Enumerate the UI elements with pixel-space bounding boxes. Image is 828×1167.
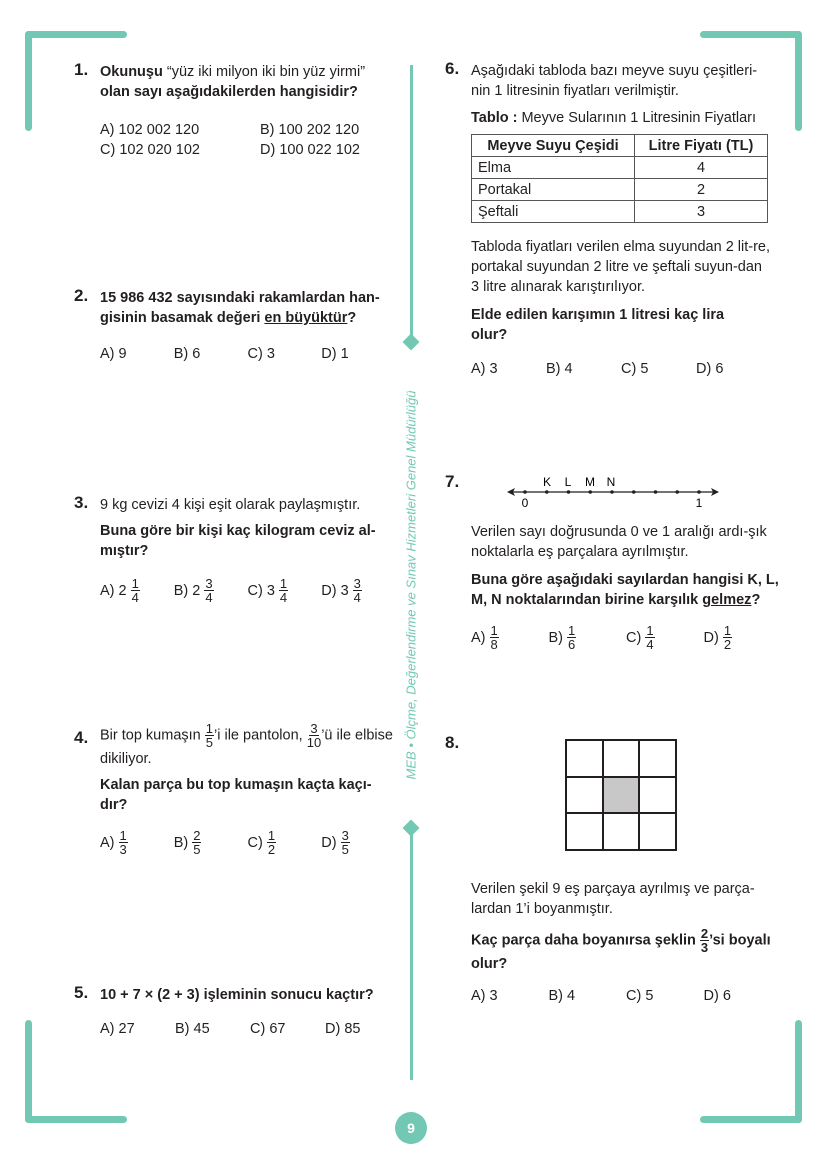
fraction <box>700 927 709 954</box>
number-line <box>505 474 735 514</box>
table-cell: Elma <box>472 157 635 179</box>
price-table <box>471 134 768 223</box>
denominator: 4 <box>646 637 654 652</box>
side-caption: MEB • Ölçme, Değerlendirme ve Sınav Hizmetleri Genel Müdürlüğü <box>403 390 419 780</box>
option[interactable] <box>626 624 704 651</box>
column-divider <box>410 65 413 340</box>
table-cell: 3 <box>635 201 768 223</box>
grid-cell <box>566 777 603 814</box>
option[interactable] <box>174 577 248 604</box>
question-number: 3. <box>74 493 89 512</box>
option[interactable] <box>100 577 174 604</box>
whole-part: 2 <box>192 582 201 599</box>
tick-dot <box>523 490 527 494</box>
option[interactable]: A) 3 <box>471 361 498 377</box>
question-8 <box>445 733 781 1004</box>
corner-bracket <box>700 1116 802 1123</box>
denominator: 4 <box>131 590 139 605</box>
question-prompt: Buna göre bir kişi kaç kilogram ceviz al-mıştır? <box>100 523 376 559</box>
table-cell: Portakal <box>472 179 635 201</box>
numerator: 1 <box>131 576 139 591</box>
denominator: 8 <box>490 637 498 652</box>
option[interactable] <box>321 577 395 604</box>
label-L: L <box>564 475 572 489</box>
option[interactable] <box>471 624 549 651</box>
grid-cell <box>639 740 676 777</box>
table-row <box>472 157 768 179</box>
fraction <box>341 829 350 856</box>
whole-part: 3 <box>340 582 349 599</box>
corner-bracket <box>795 31 802 131</box>
question-number: 8. <box>445 733 460 752</box>
denominator: 10 <box>306 735 322 750</box>
table-cell: Şeftali <box>472 201 635 223</box>
question-prompt: 10 + 7 × (2 + 3) işleminin sonucu kaçtır? <box>100 987 374 1003</box>
corner-bracket <box>700 31 802 38</box>
fraction <box>353 577 362 604</box>
label-zero: 0 <box>521 496 529 510</box>
option[interactable]: A) 27 <box>100 1021 135 1037</box>
question-text: Verilen sayı doğrusunda 0 ve 1 aralığı ardı-şık noktalarla eş parçalara ayrılmıştır. <box>471 524 767 560</box>
question-prompt: Kalan parça bu top kumaşın kaçta kaçı-dır? <box>100 777 372 813</box>
numerator: 2 <box>193 828 201 843</box>
question-number: 2. <box>74 286 89 305</box>
question-3 <box>74 493 395 605</box>
shaded-grid <box>565 739 677 851</box>
fraction <box>567 624 576 651</box>
table-row <box>472 201 768 223</box>
option[interactable]: C) 5 <box>621 361 649 377</box>
option-letter: D) <box>321 834 337 851</box>
question-number: 6. <box>445 59 460 78</box>
option[interactable] <box>549 624 627 651</box>
grid-cell <box>566 813 603 850</box>
question-prompt: Elde edilen karışımın 1 litresi kaç lira olur? <box>471 307 725 343</box>
option-letter: C) <box>626 629 642 646</box>
option[interactable] <box>248 577 322 604</box>
numerator: 1 <box>723 623 732 638</box>
option[interactable]: A) 9 <box>100 346 127 362</box>
denominator: 3 <box>700 940 709 955</box>
fraction <box>645 624 654 651</box>
option[interactable] <box>248 829 322 856</box>
numerator: 1 <box>646 623 654 638</box>
question-text: Tabloda fiyatları verilen elma suyundan 2 lit-re, portakal suyundan 2 litre ve şeftali suyun-dan 3 litre alınarak karıştırılıyor. <box>471 239 771 295</box>
question-5 <box>74 983 400 1037</box>
denominator: 5 <box>205 735 214 750</box>
option[interactable]: C) 67 <box>250 1021 286 1037</box>
numerator: 2 <box>700 926 709 941</box>
option[interactable]: B) 45 <box>175 1021 210 1037</box>
label-K: K <box>542 475 552 489</box>
option[interactable]: B) 4 <box>548 988 576 1004</box>
option-letter: D) <box>321 582 337 599</box>
fraction <box>131 577 140 604</box>
question-number: 4. <box>74 728 89 747</box>
corner-bracket <box>25 31 127 38</box>
fraction <box>204 577 213 604</box>
fraction <box>279 577 288 604</box>
fraction <box>490 624 499 651</box>
option-letter: A) <box>471 629 486 646</box>
question-text: Verilen şekil 9 eş parçaya ayrılmış ve parça-lardan 1’i boyanmıştır. <box>471 881 755 917</box>
question-number: 1. <box>74 60 89 79</box>
option[interactable]: D) 6 <box>696 361 724 377</box>
corner-bracket <box>25 1116 127 1123</box>
denominator: 3 <box>119 842 127 857</box>
option-letter: B) <box>548 629 563 646</box>
option[interactable]: D) 100 022 102 <box>260 142 360 158</box>
tick-dot <box>654 490 658 494</box>
numerator: 1 <box>205 721 214 736</box>
option-letter: C) <box>247 834 263 851</box>
numerator: 3 <box>205 576 213 591</box>
fraction <box>192 829 201 856</box>
question-text: Okunuşu <box>100 64 163 80</box>
question-text: 9 kg cevizi 4 kişi eşit olarak paylaşmıştır. <box>100 497 361 513</box>
tick-dot <box>610 490 614 494</box>
option-letter: D) <box>703 629 719 646</box>
option-letter: A) <box>100 582 115 599</box>
table-header: Litre Fiyatı (TL) <box>635 135 768 157</box>
grid-cell <box>639 777 676 814</box>
fraction <box>723 624 732 651</box>
question-text: Aşağıdaki tabloda bazı meyve suyu çeşitleri-nin 1 litresinin fiyatları verilmiştir. <box>471 63 758 99</box>
column-divider <box>410 830 413 1080</box>
table-caption-label: Tablo : <box>471 110 518 126</box>
denominator: 4 <box>279 590 288 605</box>
question-number: 5. <box>74 983 89 1002</box>
punct: ? <box>751 592 761 608</box>
question-prompt: olan sayı aşağıdakilerden hangisidir? <box>100 84 358 100</box>
corner-bracket <box>795 1020 802 1123</box>
option[interactable]: C) 5 <box>626 988 654 1004</box>
label-one: 1 <box>695 496 703 510</box>
tick-dot <box>632 490 636 494</box>
tick-dot <box>567 490 571 494</box>
question-text: Bir top kumaşın <box>100 727 201 744</box>
fraction <box>119 829 128 856</box>
question-prompt: Kaç parça daha boyanırsa şeklin <box>471 932 696 949</box>
fraction <box>307 722 321 749</box>
whole-part: 2 <box>118 582 127 599</box>
question-text: ’ü ile elbise dikiliyor. <box>100 727 393 767</box>
tick-dot <box>697 490 701 494</box>
grid-cell <box>603 777 640 814</box>
option[interactable] <box>704 624 782 651</box>
corner-bracket <box>25 31 32 131</box>
grid-cell <box>603 740 640 777</box>
denominator: 6 <box>568 637 576 652</box>
grid-cell <box>639 813 676 850</box>
diamond-icon <box>403 334 420 351</box>
emphasis: en büyüktür <box>264 310 348 326</box>
numerator: 1 <box>490 623 498 638</box>
grid-cell <box>603 813 640 850</box>
option[interactable]: C) 102 020 102 <box>100 142 200 158</box>
option[interactable]: A) 102 002 120 <box>100 122 200 138</box>
option[interactable]: D) 6 <box>703 988 731 1004</box>
numerator: 1 <box>568 623 576 638</box>
punct: ? <box>347 310 357 326</box>
option[interactable]: D) 1 <box>321 346 349 362</box>
option[interactable]: D) 85 <box>325 1021 361 1037</box>
numerator: 1 <box>267 828 276 843</box>
option-letter: A) <box>100 834 115 851</box>
fraction <box>205 722 214 749</box>
option-letter: C) <box>247 582 263 599</box>
table-header: Meyve Suyu Çeşidi <box>472 135 635 157</box>
question-2 <box>74 286 395 362</box>
option[interactable] <box>321 829 395 856</box>
numerator: 3 <box>353 576 361 591</box>
option[interactable]: A) 3 <box>471 988 498 1004</box>
grid-cell <box>566 740 603 777</box>
page-number: 9 <box>395 1112 427 1144</box>
option[interactable] <box>174 829 248 856</box>
tick-dot <box>545 490 549 494</box>
question-7 <box>445 472 781 652</box>
numerator: 3 <box>310 721 318 736</box>
label-M: M <box>585 475 595 489</box>
numerator: 3 <box>341 828 349 843</box>
question-prompt: ’si boyalı olur? <box>471 932 771 972</box>
question-text: “yüz iki milyon iki bin yüz yirmi” <box>162 64 366 80</box>
numerator: 1 <box>279 576 288 591</box>
denominator: 5 <box>341 842 349 857</box>
table-cell: 4 <box>635 157 768 179</box>
question-prompt: Buna göre aşağıdaki sayılardan hangisi K, L, M, N noktalarından birine karşılık <box>471 572 779 608</box>
question-6 <box>445 59 771 377</box>
table-cell: 2 <box>635 179 768 201</box>
option[interactable]: C) 3 <box>247 346 275 362</box>
option[interactable]: B) 6 <box>173 346 201 362</box>
table-row <box>472 179 768 201</box>
option[interactable]: B) 100 202 120 <box>260 122 360 138</box>
option-letter: B) <box>173 582 189 599</box>
corner-bracket <box>25 1020 32 1123</box>
option[interactable] <box>100 829 174 856</box>
denominator: 2 <box>723 637 732 652</box>
tick-dot <box>588 490 592 494</box>
option[interactable]: B) 4 <box>546 361 573 377</box>
question-number: 7. <box>445 472 460 491</box>
question-4 <box>74 721 395 857</box>
denominator: 4 <box>205 590 213 605</box>
tick-dot <box>675 490 679 494</box>
denominator: 4 <box>353 590 361 605</box>
whole-part: 3 <box>266 582 275 599</box>
fraction <box>267 829 276 856</box>
option-letter: B) <box>173 834 189 851</box>
question-1 <box>74 60 400 160</box>
table-caption: Meyve Sularının 1 Litresinin Fiyatları <box>517 110 756 126</box>
label-N: N <box>606 475 616 489</box>
denominator: 5 <box>193 842 201 857</box>
emphasis: gelmez <box>702 592 752 608</box>
denominator: 2 <box>267 842 276 857</box>
question-text: ’i ile pantolon, <box>214 727 303 744</box>
numerator: 1 <box>119 828 127 843</box>
question-prompt: 15 986 432 sayısındaki rakamlardan han-gisinin basamak değeri <box>100 290 380 326</box>
